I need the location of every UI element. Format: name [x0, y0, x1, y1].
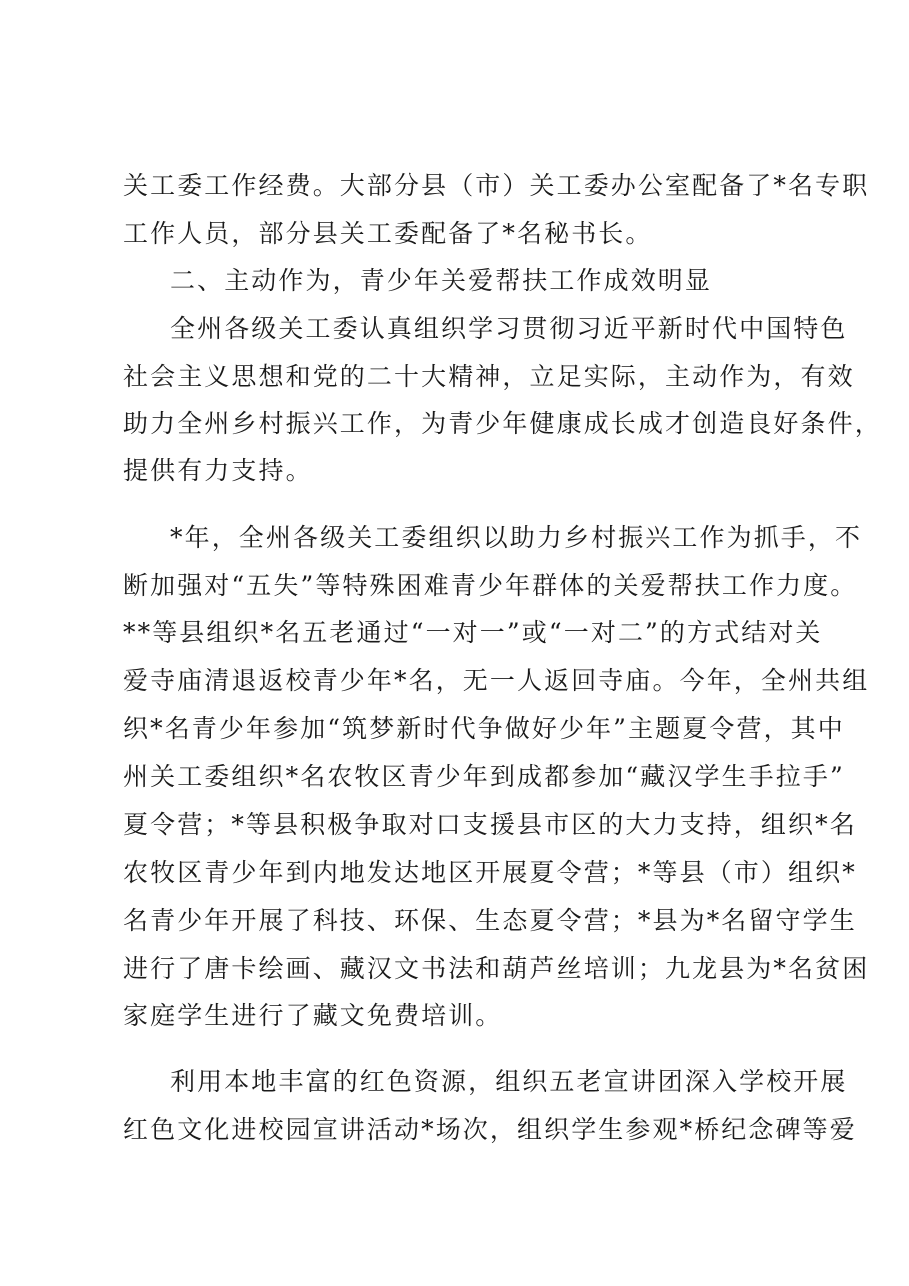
paragraph-line: 爱寺庙清退返校青少年*名，无一人返回寺庙。今年，全州共组	[123, 666, 870, 695]
paragraph-line: 关工委工作经费。大部分县（市）关工委办公室配备了*名专职	[123, 171, 870, 200]
section-heading: 二、主动作为，青少年关爱帮扶工作成效明显	[170, 266, 713, 295]
paragraph-line: 利用本地丰富的红色资源，组织五老宣讲团深入学校开展	[170, 1067, 848, 1096]
paragraph-line: *年，全州各级关工委组织以助力乡村振兴工作为抓手，不	[170, 523, 863, 552]
paragraph-line: 州关工委组织*名农牧区青少年到成都参加“藏汉学生手拉手”	[123, 762, 845, 791]
paragraph-line: **等县组织*名五老通过“一对一”或“一对二”的方式结对关	[123, 618, 823, 647]
paragraph-line: 红色文化进校园宣讲活动*场次，组织学生参观*桥纪念碑等爱	[123, 1115, 857, 1144]
paragraph-line: 进行了唐卡绘画、藏汉文书法和葫芦丝培训；九龙县为*名贫困	[123, 954, 870, 983]
paragraph-line: 社会主义思想和党的二十大精神，立足实际，主动作为，有效	[123, 362, 855, 391]
paragraph-line: 家庭学生进行了藏文免费培训。	[123, 1001, 503, 1030]
paragraph-line: 织*名青少年参加“筑梦新时代争做好少年”主题夏令营，其中	[123, 714, 845, 743]
paragraph-line: 名青少年开展了科技、环保、生态夏令营；*县为*名留守学生	[123, 906, 857, 935]
paragraph-line: 夏令营；*等县积极争取对口支援县市区的大力支持，组织*名	[123, 810, 857, 839]
paragraph-line: 农牧区青少年到内地发达地区开展夏令营；*等县（市）组织*	[123, 858, 857, 887]
paragraph-line: 助力全州乡村振兴工作，为青少年健康成长成才创造良好条件，	[123, 409, 882, 438]
paragraph-line: 断加强对“五失”等特殊困难青少年群体的关爱帮扶工作力度。	[123, 571, 858, 600]
paragraph-line: 全州各级关工委认真组织学习贯彻习近平新时代中国特色	[170, 314, 848, 343]
paragraph-line: 工作人员，部分县关工委配备了*名秘书长。	[123, 219, 653, 248]
paragraph-line: 提供有力支持。	[123, 456, 313, 485]
